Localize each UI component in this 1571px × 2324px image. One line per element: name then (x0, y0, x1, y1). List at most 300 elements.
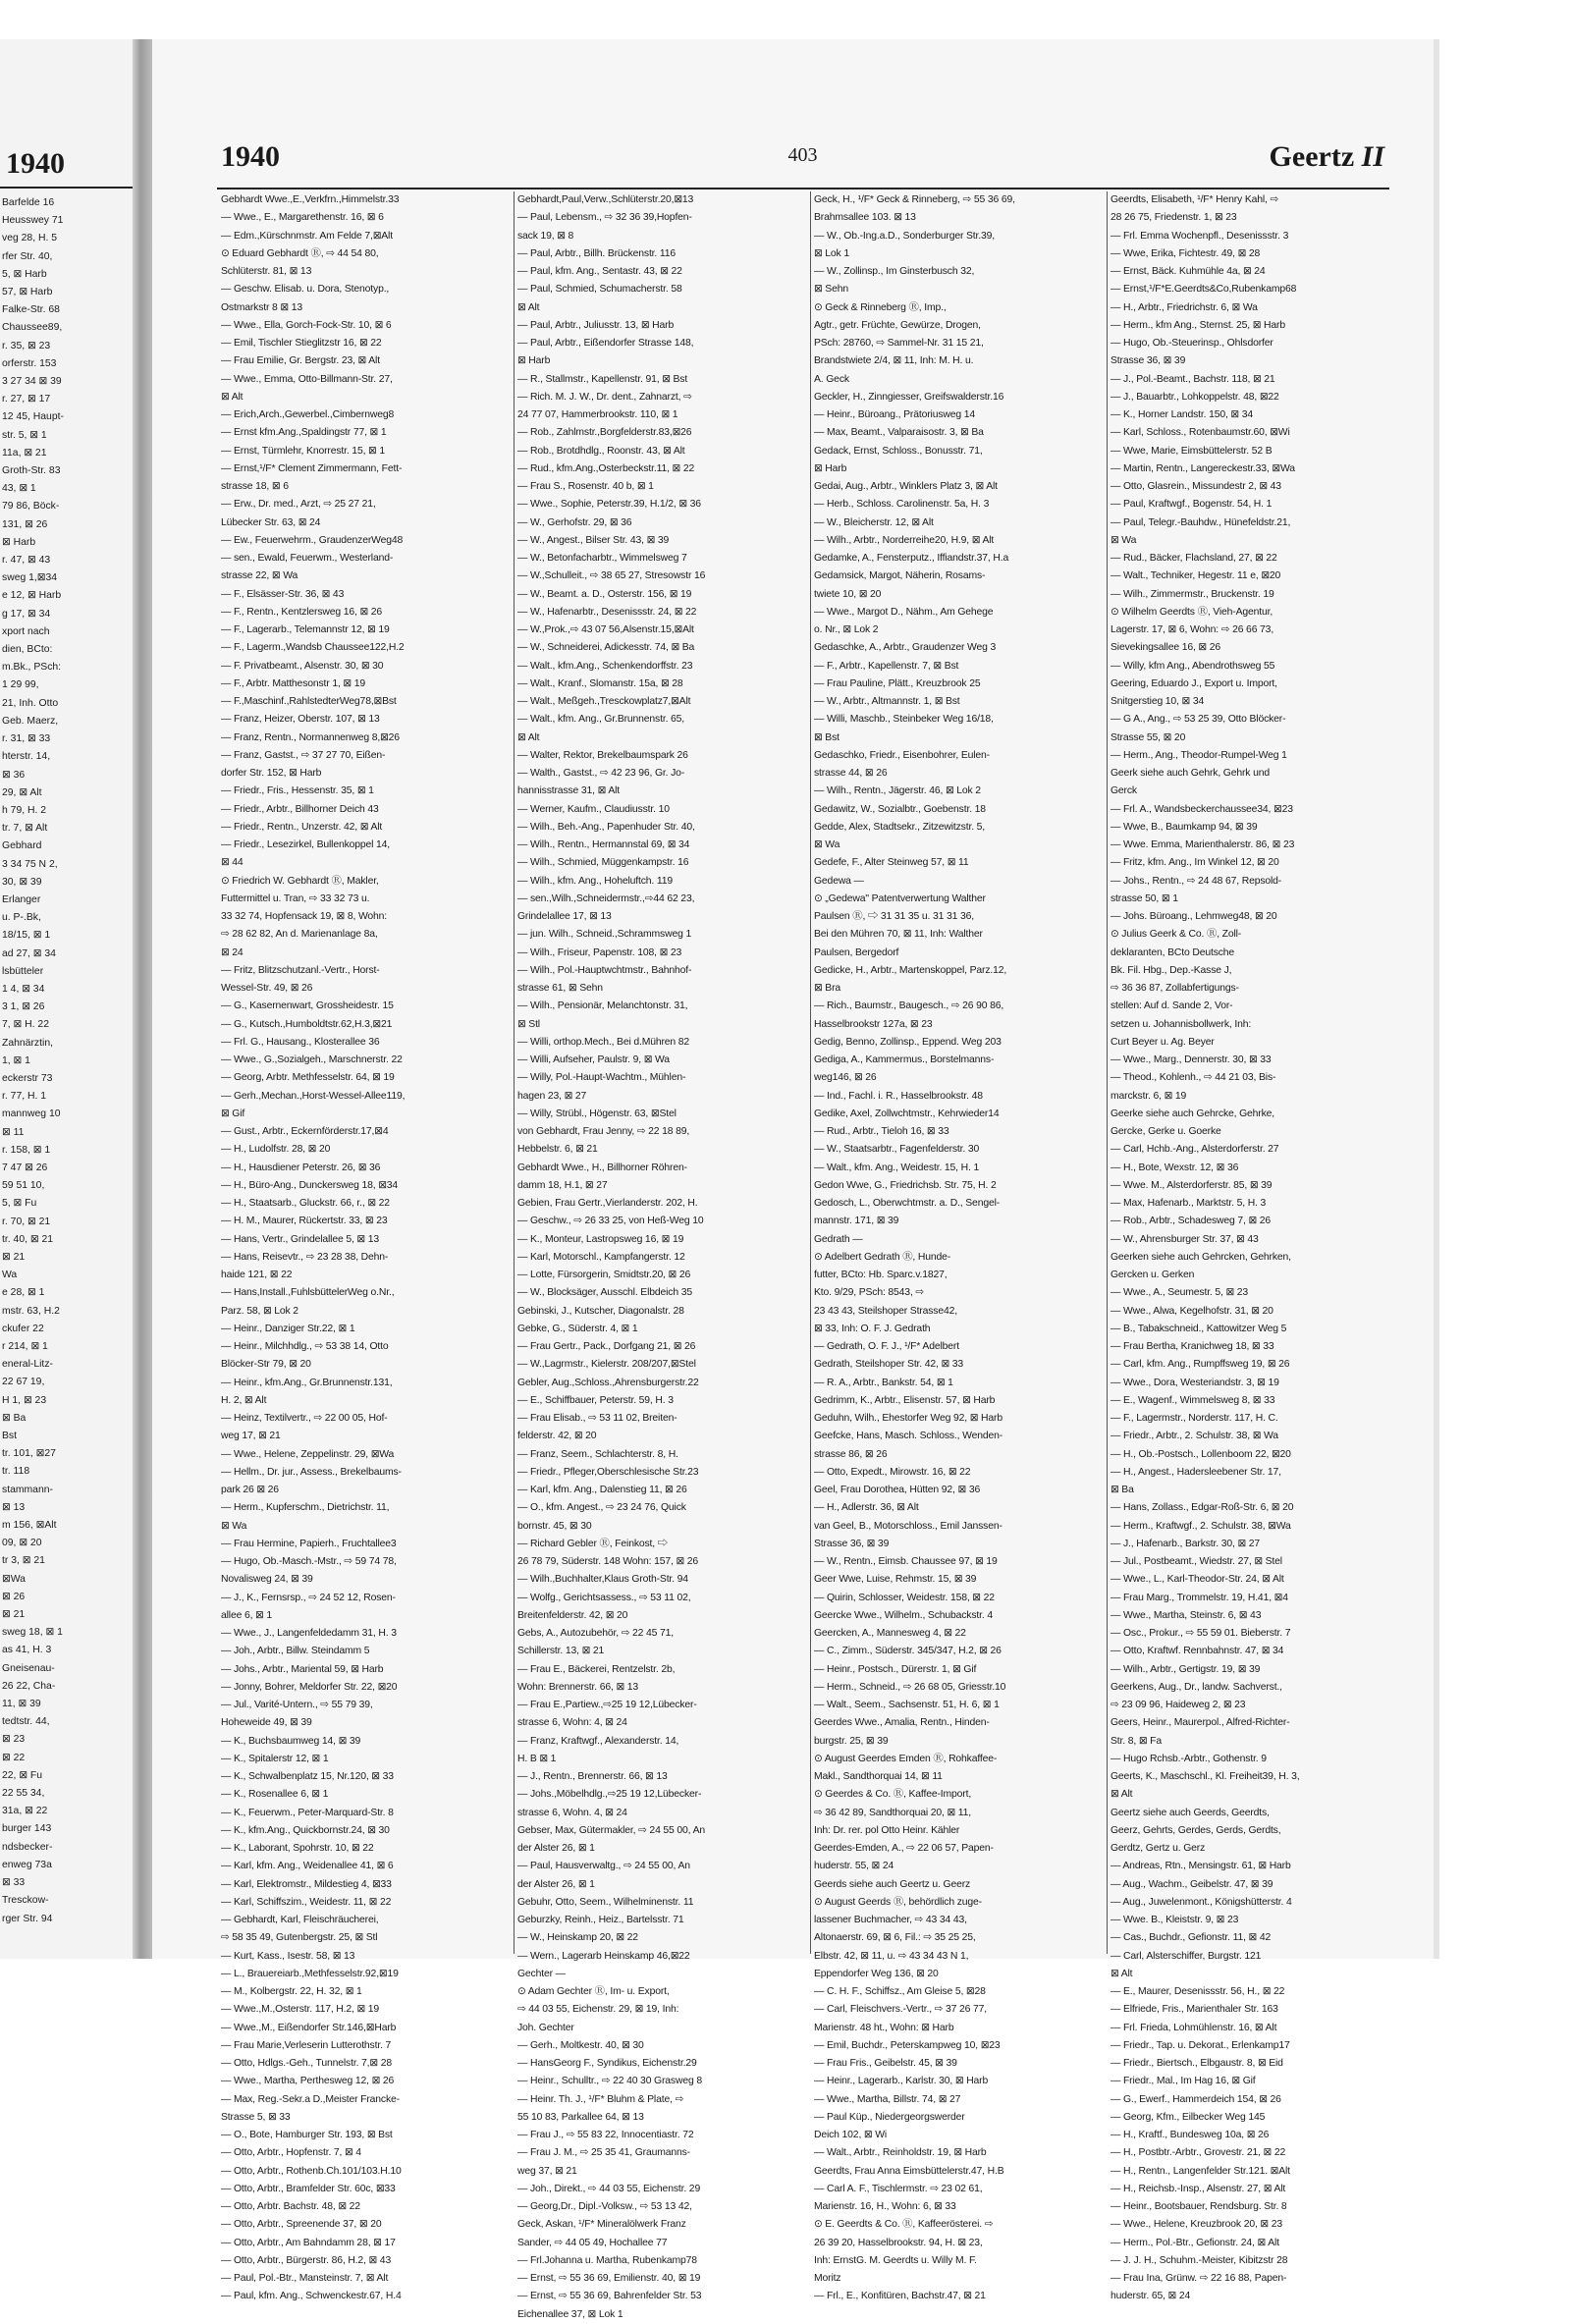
directory-entry-line: Gedaschke, A., Arbtr., Graudenzer Weg 3 (814, 642, 997, 654)
directory-entry-line: Gedack, Ernst, Schloss., Bonusstr. 71, (814, 445, 983, 457)
directory-entry-line: — J., Rentn., Brennerstr. 66, ⊠ 13 (517, 1771, 668, 1782)
left-page-line: ad 27, ⊠ 34 (2, 947, 56, 959)
directory-entry-line: Paulsen, Bergedorf (814, 946, 899, 958)
directory-entry-line: Gedike, Axel, Zollwchtmstr., Kehrwieder14 (814, 1108, 1000, 1119)
directory-entry-line: — H., Büro-Ang., Dunckersweg 18, ⊠34 (221, 1179, 399, 1191)
directory-entry-line: — jun. Wilh., Schneid.,Schrammsweg 1 (517, 929, 692, 941)
directory-entry-line: Geerken siehe auch Gehrcken, Gehrken, (1111, 1251, 1291, 1263)
directory-entry-line: — F., Lagerarb., Telemannstr 12, ⊠ 19 (221, 624, 390, 635)
directory-entry-line: — Paul, Arbtr., Eißendorfer Strasse 148, (517, 338, 694, 349)
directory-entry-line: ⊙ August Geerds Ⓡ, behördlich zuge- (814, 1896, 982, 1908)
directory-entry-line: — Frau Marg., Trommelstr. 19, H.41, ⊠4 (1111, 1592, 1288, 1603)
directory-entry-line: — H., Reichsb.-Insp., Alsenstr. 27, ⊠ Alt (1111, 2183, 1286, 2194)
directory-entry-line: — W.,Lagrmstr., Kielerstr. 208/207,⊠Stel (517, 1359, 696, 1371)
directory-entry-line: ⊠ Sehn (814, 284, 848, 296)
left-page-line: Tresckow- (2, 1895, 49, 1907)
directory-entry-line: — Hans, Zollass., Edgar-Roß-Str. 6, ⊠ 20 (1111, 1502, 1294, 1514)
left-page-line: 22, ⊠ Fu (2, 1769, 43, 1781)
directory-entry-line: 26 39 20, Hasselbrookstr. 94, H. ⊠ 23, (814, 2237, 983, 2248)
directory-entry-line: — Wwe. Emma, Marienthalerstr. 86, ⊠ 23 (1111, 839, 1295, 850)
left-page-line: Barfelde 16 (2, 197, 55, 208)
directory-entry-line: — Franz, Heizer, Oberstr. 107, ⊠ 13 (221, 714, 380, 726)
directory-entry-line: — Johs., Rentn., ⇨ 24 48 67, Repsold- (1111, 875, 1282, 887)
directory-entry-line: — Herm., kfm Ang., Sternst. 25, ⊠ Harb (1111, 319, 1285, 331)
directory-entry-line: — Wilh., Beh.-Ang., Papenhuder Str. 40, (517, 821, 695, 833)
directory-entry-line: — K., Monteur, Lastropsweg 16, ⊠ 19 (517, 1233, 684, 1245)
directory-entry-line: Geerdts, Elisabeth, ¹/F* Henry Kahl, ⇨ (1111, 194, 1279, 205)
directory-entry-line: ⇨ 23 09 96, Haideweg 2, ⊠ 23 (1111, 1700, 1246, 1710)
directory-entry-line: Geerk siehe auch Gehrk, Gehrk und (1111, 768, 1270, 779)
directory-entry-line: — Carl, Alsterschiffer, Burgstr. 121 (1111, 1950, 1262, 1962)
directory-entry-line: — Karl, Schloss., Rotenbaumstr.60, ⊠Wi (1111, 427, 1290, 439)
directory-entry-line: der Alster 26, ⊠ 1 (517, 1843, 595, 1854)
directory-entry-line: — Geschw., ⇨ 26 33 25, von Heß-Weg 10 (517, 1216, 704, 1227)
directory-entry-line: — Carl A. F., Tischlermstr. ⇨ 23 02 61, (814, 2183, 983, 2194)
directory-entry-line: — Paul, Pol.-Btr., Mansteinstr. 7, ⊠ Alt (221, 2273, 389, 2284)
directory-entry-line: deklaranten, BCto Deutsche (1111, 946, 1235, 958)
left-page-line: Wa (2, 1270, 18, 1281)
directory-entry-line: — W., Heinskamp 20, ⊠ 22 (517, 1932, 638, 1944)
directory-entry-line: — Wwe., Sophie, Peterstr.39, H.1/2, ⊠ 36 (517, 499, 701, 511)
left-page-line: 57, ⊠ Harb (2, 287, 53, 298)
directory-entry-line: — H., Angest., Hadersleebener Str. 17, (1111, 1466, 1281, 1478)
directory-entry-line: — Ind., Fachl. i. R., Hasselbrookstr. 48 (814, 1090, 983, 1102)
directory-entry-line: — Fritz, Blitzschutzanl.-Vertr., Horst- (221, 964, 380, 976)
directory-entry-line: ⊠ Wa (1111, 534, 1137, 546)
directory-entry-line: — H. M., Maurer, Rückertstr. 33, ⊠ 23 (221, 1216, 388, 1227)
directory-entry-line: — Paul, Arbtr., Billh. Brückenstr. 116 (517, 247, 677, 259)
directory-entry-line: ⊠ 24 (221, 946, 244, 958)
directory-entry-line: Joh. Gechter (517, 2022, 574, 2033)
left-page-line: eneral-Litz- (2, 1359, 53, 1371)
left-page-line: 7 47 ⊠ 26 (2, 1162, 48, 1173)
directory-entry-line: o. Nr., ⊠ Lok 2 (814, 624, 879, 635)
directory-entry-line: — Wwe., Ella, Gorch-Fock-Str. 10, ⊠ 6 (221, 319, 392, 331)
left-page-line: tr. 40, ⊠ 21 (2, 1233, 54, 1245)
directory-entry-line: — Paul, Schmied, Schumacherstr. 58 (517, 284, 682, 296)
directory-entry-line: ⊠ Alt (1111, 1789, 1133, 1801)
directory-entry-line: — Otto, Arbtr., Hopfenstr. 7, ⊠ 4 (221, 2147, 361, 2159)
directory-entry-line: — Herb., Schloss. Carolinenstr. 5a, H. 3 (814, 499, 990, 511)
directory-entry-line: — Aug., Juwelenmont., Königshütterstr. 4 (1111, 1896, 1292, 1908)
left-page-line: rfer Str. 40, (2, 250, 53, 262)
directory-entry-line: — Ernst, ⇨ 55 36 69, Emilienstr. 40, ⊠ 19 (517, 2273, 701, 2284)
directory-entry-line: Kto. 9/29, PSch: 8543, ⇨ (814, 1287, 924, 1299)
directory-entry-line: — Frau Fris., Geibelstr. 45, ⊠ 39 (814, 2058, 957, 2069)
directory-entry-line: — Willi, orthop.Mech., Bei d.Mühren 82 (517, 1036, 690, 1048)
book-gutter (133, 39, 152, 1959)
directory-entry-line: — Otto, Arbtr., Spreenende 37, ⊠ 20 (221, 2219, 382, 2231)
directory-entry-line: — Friedr., Biertsch., Elbgaustr. 8, ⊠ Eid (1111, 2058, 1283, 2069)
directory-entry-line: Gerdtz, Gertz u. Gerz (1111, 1843, 1206, 1854)
left-page-line: ckufer 22 (2, 1323, 44, 1334)
directory-entry-line: — Wwe., G.,Sozialgeh., Marschnerstr. 22 (221, 1054, 403, 1065)
directory-entry-line: — Paul, kfm. Ang., Sentastr. 43, ⊠ 22 (517, 266, 682, 277)
left-page-line: tr. 7, ⊠ Alt (2, 823, 48, 835)
directory-entry-line: ⇨ 36 42 89, Sandthorquai 20, ⊠ 11, (814, 1807, 972, 1818)
left-page-line: r. 158, ⊠ 1 (2, 1144, 51, 1156)
directory-entry-line: — Wwe., Alwa, Kegelhofstr. 31, ⊠ 20 (1111, 1305, 1273, 1317)
directory-entry-line: — W.,Schulleit., ⇨ 38 65 27, Stresowstr 16 (517, 570, 706, 582)
directory-entry-line: — Paul, kfm. Ang., Schwenckestr.67, H.4 (221, 2291, 402, 2302)
directory-entry-line: — Karl, Schiffszim., Weidestr. 11, ⊠ 22 (221, 1896, 392, 1908)
directory-entry-line: Gedig, Benno, Zollinsp., Eppend. Weg 203 (814, 1036, 1002, 1048)
directory-entry-line: — Friedr., Pfleger,Oberschlesische Str.23 (517, 1466, 699, 1478)
directory-entry-line: — Frau Pauline, Plätt., Kreuzbrook 25 (814, 677, 981, 689)
left-page-line: u. P-.Bk, (2, 912, 41, 924)
directory-entry-line: Geercken, A., Mannesweg 4, ⊠ 22 (814, 1628, 966, 1639)
directory-entry-line: — O., Bote, Hamburger Str. 193, ⊠ Bst (221, 2130, 393, 2140)
left-page-line: 30, ⊠ 39 (2, 876, 42, 888)
directory-entry-line: Geercke Wwe., Wilhelm., Schubackstr. 4 (814, 1609, 993, 1621)
directory-entry-line: — Friedr., Arbtr., Billhorner Deich 43 (221, 803, 379, 815)
directory-entry-line: — W., Rentn., Eimsb. Chaussee 97, ⊠ 19 (814, 1556, 998, 1567)
left-page-line: str. 5, ⊠ 1 (2, 429, 47, 441)
directory-entry-line: — Walt., Meßgeh.,Tresckowplatz7,⊠Alt (517, 696, 691, 707)
directory-entry-line: — Willy, Pol.-Haupt-Wachtm., Mühlen- (517, 1072, 686, 1084)
directory-entry-line: Geduhn, Wilh., Ehestorfer Weg 92, ⊠ Harb (814, 1413, 1002, 1424)
left-page-line: 22 55 34, (2, 1788, 45, 1800)
left-page-line: 79 86, Böck- (2, 501, 60, 513)
left-page-line: 18/15, ⊠ 1 (2, 930, 51, 942)
directory-entry-line: — Rich. M. J. W., Dr. dent., Zahnarzt, ⇨ (517, 391, 692, 403)
directory-entry-line: — M., Kolbergstr. 22, H. 32, ⊠ 1 (221, 1986, 362, 1997)
directory-entry-line: Strasse 36, ⊠ 39 (814, 1538, 890, 1549)
directory-entry-line: Brahmsallee 103. ⊠ 13 (814, 212, 916, 224)
directory-entry-line: Geerds siehe auch Geertz u. Geerz (814, 1878, 971, 1890)
directory-entry-line: — F.,Maschinf.,RahlstedterWeg78,⊠Bst (221, 696, 397, 707)
page-header (221, 140, 1384, 180)
directory-entry-line: 23 43 43, Steilshoper Strasse42, (814, 1305, 957, 1317)
directory-entry-line: Brandstwiete 2/4, ⊠ 11, Inh: M. H. u. (814, 355, 974, 367)
directory-entry-line: Inh: Dr. rer. pol Otto Heinr. Kähler (814, 1824, 960, 1836)
directory-entry-line: — H., Ob.-Postsch., Lollenboom 22, ⊠20 (1111, 1448, 1291, 1460)
left-page-line: r 214, ⊠ 1 (2, 1341, 48, 1352)
directory-entry-line: ⇨ 36 36 87, Zollabfertigungs- (1111, 983, 1239, 994)
directory-entry-line: — G., Ewerf., Hammerdeich 154, ⊠ 26 (1111, 2093, 1281, 2105)
directory-entry-line: Paulsen Ⓡ, ⇨ 31 31 35 u. 31 31 36, (814, 911, 974, 922)
directory-entry-line: — W., Ob.-Ing.a.D., Sonderburger Str.39, (814, 230, 996, 242)
left-page-line: ⊠ 21 (2, 1251, 26, 1263)
directory-entry-line: — J., Pol.-Beamt., Bachstr. 118, ⊠ 21 (1111, 373, 1275, 385)
directory-entry-line: — Wilh., Rentn., Hermannstal 69, ⊠ 34 (517, 839, 690, 850)
directory-entry-line: Gebien, Frau Gertr.,Vierlanderstr. 202, H. (517, 1198, 698, 1209)
directory-entry-line: — Frl.Johanna u. Martha, Rubenkamp78 (517, 2254, 697, 2266)
directory-entry-line: Marienstr. 16, H., Wohn: 6, ⊠ 33 (814, 2201, 956, 2212)
directory-entry-line: Hasselbrookstr 127a, ⊠ 23 (814, 1018, 933, 1030)
directory-entry-line: — C., Zimm., Süderstr. 345/347, H.2, ⊠ 26 (814, 1646, 1002, 1657)
directory-entry-line: — Friedr., Fris., Hessenstr. 35, ⊠ 1 (221, 785, 374, 797)
directory-entry-line: — Otto, Arbtr., Rothenb.Ch.101/103.H.10 (221, 2165, 402, 2177)
directory-entry-line: — W., Betonfacharbtr., Wimmelsweg 7 (517, 553, 687, 564)
directory-entry-line: ⊠ Lok 1 (814, 247, 849, 259)
left-page-line: Chaussee89, (2, 322, 63, 334)
left-page-line: 5, ⊠ Harb (2, 268, 47, 280)
directory-entry-line: — Lotte, Fürsorgerin, Smidtstr.20, ⊠ 26 (517, 1270, 691, 1280)
left-page-line: tr. 118 (2, 1466, 30, 1478)
directory-entry-line: — Walt., Techniker, Hegestr. 11 e, ⊠20 (1111, 570, 1281, 582)
directory-entry-line: Gedefe, F., Alter Steinweg 57, ⊠ 11 (814, 857, 969, 869)
directory-entry-line: Gebinski, J., Kutscher, Diagonalstr. 28 (517, 1305, 684, 1317)
directory-entry-line: Schillerstr. 13, ⊠ 21 (517, 1646, 605, 1657)
directory-entry-line: Gebke, G., Süderstr. 4, ⊠ 1 (517, 1323, 638, 1334)
directory-entry-line: — Friedr., Mal., Im Hag 16, ⊠ Gif (1111, 2076, 1256, 2087)
directory-entry-line: — Erich,Arch.,Gewerbel.,Cimbernweg8 (221, 409, 395, 420)
directory-entry-line: — Willi, Maschb., Steinbeker Weg 16/18, (814, 714, 994, 726)
left-page-year: 1940 (6, 147, 65, 180)
directory-entry-line: — Wilh., Arbtr., Gertigstr. 19, ⊠ 39 (1111, 1663, 1261, 1675)
directory-entry-line: — Paul, Telegr.-Bauhdw., Hünefeldstr.21, (1111, 516, 1291, 528)
directory-entry-line: — Wwe., Helene, Zeppelinstr. 29, ⊠Wa (221, 1448, 395, 1460)
directory-entry-line: — Rud., Arbtr., Tieloh 16, ⊠ 33 (814, 1126, 949, 1137)
directory-entry-line: Gebler, Aug.,Schloss.,Ahrensburgerstr.22 (517, 1377, 699, 1388)
directory-entry-line: Lübecker Str. 63, ⊠ 24 (221, 516, 321, 528)
directory-entry-line: Gebhardt,Paul,Verw.,Schlüterstr.20,⊠13 (517, 194, 694, 205)
directory-entry-line: — Edm.,Kürschnmstr. Am Felde 7,⊠Alt (221, 230, 393, 242)
left-page-header-rule (0, 187, 133, 189)
directory-entry-line: Strasse 55, ⊠ 20 (1111, 731, 1186, 743)
directory-entry-line: H. 2, ⊠ Alt (221, 1394, 267, 1406)
left-page-line: r. 31, ⊠ 33 (2, 733, 51, 745)
directory-entry-line: setzen u. Johannisbollwerk, Inh: (1111, 1018, 1252, 1030)
directory-entry-line: — Gebhardt, Karl, Fleischräucherei, (221, 1915, 379, 1925)
directory-entry-line: — J., Bauarbtr., Lohkoppelstr. 48, ⊠22 (1111, 391, 1279, 403)
left-page-line: tedtstr. 44, (2, 1716, 50, 1728)
directory-entry-line: — Otto, Arbtr. Bachstr. 48, ⊠ 22 (221, 2201, 360, 2212)
directory-entry-line: — Frau J. M., ⇨ 25 35 41, Graumanns- (517, 2147, 690, 2159)
directory-entry-line: — Wolfg., Gerichtsassess., ⇨ 53 11 02, (517, 1592, 691, 1603)
directory-entry-line: — Willy, Strübl., Högenstr. 63, ⊠Stel (517, 1108, 677, 1119)
directory-entry-line: ⊙ Wilhelm Geerdts Ⓡ, Vieh-Agentur, (1111, 606, 1273, 618)
left-page-line: orferstr. 153 (2, 357, 57, 369)
directory-entry-line: — Wwe., Martha, Steinstr. 6, ⊠ 43 (1111, 1609, 1262, 1621)
directory-entry-line: — Friedr., Lesezirkel, Bullenkoppel 14, (221, 839, 391, 850)
directory-entry-line: — Ernst, ⇨ 55 36 69, Bahrenfelder Str. 53 (517, 2291, 702, 2302)
directory-entry-line: — Franz, Kraftwgf., Alexanderstr. 14, (517, 1735, 679, 1747)
directory-entry-line: Makl., Sandthorquai 14, ⊠ 11 (814, 1771, 943, 1782)
directory-entry-line: — Wwe. B., Kleiststr. 9, ⊠ 23 (1111, 1915, 1239, 1925)
directory-entry-line: PSch: 28760, ⇨ Sammel-Nr. 31 15 21, (814, 338, 984, 349)
directory-entry-line: — Friedr., Arbtr., 2. Schulstr. 38, ⊠ Wa (1111, 1431, 1278, 1442)
directory-entry-line: Gedai, Aug., Arbtr., Winklers Platz 3, ⊠ Alt (814, 481, 998, 492)
left-page-line: ⊠ 33 (2, 1877, 26, 1889)
directory-entry-line: ⊠ Alt (517, 301, 540, 313)
left-page-line: 09, ⊠ 20 (2, 1538, 42, 1549)
left-page-line: H 1, ⊠ 23 (2, 1394, 47, 1406)
directory-entry-line: — Frau E.,Partiew.,⇨25 19 12,Lübecker- (517, 1700, 697, 1710)
directory-entry-line: — Rob., Zahlmstr.,Borgfelderstr.83,⊠26 (517, 427, 692, 439)
left-page-line: 3 27 34 ⊠ 39 (2, 376, 62, 388)
directory-entry-line: Geerdes-Emden, A., ⇨ 22 06 57, Papen- (814, 1843, 994, 1854)
directory-entry-line: Gedewa — (814, 875, 864, 887)
directory-entry-line: Novalisweg 24, ⊠ 39 (221, 1574, 313, 1586)
directory-entry-line: — Wwe, Erika, Fichtestr. 49, ⊠ 28 (1111, 247, 1261, 259)
directory-entry-line: ⊠ Bra (814, 983, 841, 994)
directory-entry-line: — C. H. F., Schiffsz., Am Gleise 5, ⊠28 (814, 1986, 986, 1997)
directory-entry-line: A. Geck (814, 373, 849, 385)
directory-entry-line: allee 6, ⊠ 1 (221, 1609, 272, 1621)
directory-entry-line: — Frl. G., Hausang., Klosterallee 36 (221, 1036, 380, 1048)
left-page-line: ⊠ 36 (2, 769, 26, 781)
directory-entry-line: ⊙ Adelbert Gedrath Ⓡ, Hunde- (814, 1251, 951, 1263)
directory-entry-line: dorfer Str. 152, ⊠ Harb (221, 768, 322, 779)
directory-entry-line: — W., Angest., Bilser Str. 43, ⊠ 39 (517, 534, 670, 546)
directory-entry-line: Altonaerstr. 69, ⊠ 6, Fil.: ⇨ 35 25 25, (814, 1932, 976, 1944)
directory-entry-line: — O., kfm. Angest., ⇨ 23 24 76, Quick (517, 1502, 686, 1514)
directory-entry-line: — W., Arbtr., Altmannstr. 1, ⊠ Bst (814, 696, 960, 707)
directory-entry-line: — R. A., Arbtr., Bankstr. 54, ⊠ 1 (814, 1377, 953, 1388)
directory-entry-line: felderstr. 42, ⊠ 20 (517, 1431, 597, 1442)
directory-entry-line: — Hugo, Ob.-Steuerinsp., Ohlsdorfer (1111, 338, 1273, 349)
directory-entry-line: strasse 86, ⊠ 26 (814, 1448, 888, 1460)
directory-entry-line: Lagerstr. 17, ⊠ 6, Wohn: ⇨ 26 66 73, (1111, 624, 1274, 635)
column-divider (514, 191, 515, 1954)
directory-entry-line: — Otto, Arbtr., Bramfelder Str. 60c, ⊠33 (221, 2183, 396, 2194)
directory-entry-line: — Heinr., kfm.Ang., Gr.Brunnenstr.131, (221, 1377, 393, 1388)
directory-entry-line: Geerkens, Aug., Dr., landw. Sachverst., (1111, 1681, 1282, 1693)
directory-entry-line: — Heinr., Lagerarb., Karlstr. 30, ⊠ Harb (814, 2076, 989, 2087)
directory-entry-line: — Paul, Lebensm., ⇨ 32 36 39,Hopfen- (517, 212, 692, 224)
directory-entry-line: Agtr., getr. Früchte, Gewürze, Drogen, (814, 319, 981, 331)
directory-entry-line: strasse 18, ⊠ 6 (221, 481, 289, 492)
directory-entry-line: Gedrimm, K., Arbtr., Elisenstr. 57, ⊠ Harb (814, 1394, 996, 1406)
directory-entry-line: — Herm., Ang., Theodor-Rumpel-Weg 1 (1111, 749, 1287, 761)
left-page-line: Erlanger (2, 893, 41, 905)
directory-entry-line: Gedrath, Steilshoper Str. 42, ⊠ 33 (814, 1359, 964, 1371)
directory-entry-line: Curt Beyer u. Ag. Beyer (1111, 1036, 1215, 1048)
left-page-line: ⊠ Harb (2, 536, 36, 548)
directory-entry-line: — Walt., Arbtr., Reinholdstr. 19, ⊠ Harb (814, 2147, 987, 2159)
directory-entry-line: mannstr. 171, ⊠ 39 (814, 1216, 899, 1227)
directory-entry-line: Geering, Eduardo J., Export u. Import, (1111, 677, 1277, 689)
directory-entry-line: — K., Feuerwm., Peter-Marquard-Str. 8 (221, 1807, 394, 1818)
directory-entry-line: ⊠ Gif (221, 1108, 245, 1119)
directory-entry-line: — H., Arbtr., Friedrichstr. 6, ⊠ Wa (1111, 301, 1258, 313)
directory-entry-line: — Hugo Rchsb.-Arbtr., Gothenstr. 9 (1111, 1753, 1267, 1764)
directory-entry-line: — W.,Prok.,⇨ 43 07 56,Alsenstr.15,⊠Alt (517, 624, 694, 635)
directory-entry-line: — F., Rentn., Kentzlersweg 16, ⊠ 26 (221, 606, 383, 618)
directory-entry-line: — Karl, Motorschl., Kampfangerstr. 12 (517, 1251, 685, 1263)
directory-entry-line: strasse 22, ⊠ Wa (221, 570, 298, 582)
directory-entry-line: Hoheweide 49, ⊠ 39 (221, 1717, 312, 1729)
directory-entry-line: — Joh., Arbtr., Billw. Steindamm 5 (221, 1646, 370, 1657)
directory-entry-line: ⊙ E. Geerdts & Co. Ⓡ, Kaffeerösterei. ⇨ (814, 2219, 994, 2231)
directory-entry-line: 24 77 07, Hammerbrookstr. 110, ⊠ 1 (517, 409, 678, 420)
directory-entry-line: — Herm., Kupferschm., Dietrichstr. 11, (221, 1502, 390, 1514)
directory-entry-line: huderstr. 65, ⊠ 24 (1111, 2291, 1191, 2302)
directory-entry-line: Gercken u. Gerken (1111, 1270, 1195, 1280)
left-page-line: 26 22, Cha- (2, 1680, 56, 1692)
directory-entry-line: Geerdts, Frau Anna Eimsbüttelerstr.47, H.B (814, 2165, 1004, 2177)
left-page-lines (2, 194, 131, 1928)
directory-entry-line: Geerke siehe auch Gehrcke, Gehrke, (1111, 1108, 1275, 1119)
left-page-line: Gebhard (2, 840, 42, 852)
directory-entry-line: — Ernst,¹/F*E.Geerdts&Co,Rubenkamp68 (1111, 284, 1297, 296)
directory-entry-line: — Max, Beamt., Valparaisostr. 3, ⊠ Ba (814, 427, 984, 439)
directory-entry-line: — Wwe, B., Baumkamp 94, ⊠ 39 (1111, 821, 1258, 833)
directory-entry-line: ⊙ Geck & Rinneberg Ⓡ, Imp., (814, 301, 947, 313)
directory-entry-line: stellen: Auf d. Sande 2, Vor- (1111, 1000, 1233, 1012)
directory-entry-line: — Franz, Rentn., Normannenweg 8,⊠26 (221, 731, 400, 743)
directory-entry-line: — Wilh.,Buchhalter,Klaus Groth-Str. 94 (517, 1574, 688, 1586)
directory-entry-line: — Quirin, Schlosser, Weidestr. 158, ⊠ 22 (814, 1592, 995, 1603)
left-page-line: ⊠ 11 (2, 1126, 25, 1138)
directory-entry-line: damm 18, H.1, ⊠ 27 (517, 1179, 608, 1191)
left-page-line: r. 47, ⊠ 43 (2, 555, 51, 567)
directory-entry-line: hannisstrasse 31, ⊠ Alt (517, 785, 621, 797)
left-page-line: tr. 101, ⊠27 (2, 1448, 56, 1460)
directory-entry-line: — Wwe., Margot D., Nähm., Am Gehege (814, 606, 994, 618)
directory-entry-line: — Gust., Arbtr., Eckernförderstr.17,⊠4 (221, 1126, 389, 1137)
directory-entry-line: — Frau S., Rosenstr. 40 b, ⊠ 1 (517, 481, 654, 492)
directory-entry-line: ⊙ Julius Geerk & Co. Ⓡ, Zoll- (1111, 929, 1242, 941)
directory-entry-line: — Werner, Kaufm., Claudiusstr. 10 (517, 803, 670, 815)
directory-entry-line: — Franz, Seem., Schlachterstr. 8, H. (517, 1448, 678, 1460)
directory-page (152, 39, 1434, 2320)
directory-entry-line: — Frl. Emma Wochenpfl., Desenissstr. 3 (1111, 230, 1289, 242)
directory-entry-line: — Max, Hafenarb., Marktstr. 5, H. 3 (1111, 1198, 1267, 1209)
directory-entry-line: der Alster 26, ⊠ 1 (517, 1878, 595, 1890)
directory-entry-line: Sander, ⇨ 44 05 49, Hochallee 77 (517, 2237, 668, 2248)
directory-entry-line: — Jul., Varité-Untern., ⇨ 55 79 39, (221, 1700, 373, 1710)
directory-entry-line: — K., Laborant, Spohrstr. 10, ⊠ 22 (221, 1843, 374, 1854)
left-page-line: rger Str. 94 (2, 1913, 53, 1924)
header-name: Geertz (1269, 140, 1355, 173)
directory-entry-line: ⊠ Alt (221, 391, 244, 403)
directory-entry-line: Gedosch, L., Oberwchtmstr. a. D., Sengel- (814, 1198, 1001, 1209)
directory-entry-line: — Joh., Direkt., ⇨ 44 03 55, Eichenstr. 29 (517, 2183, 701, 2194)
directory-entry-line: — Heinr., Büroang., Prätoriusweg 14 (814, 409, 975, 420)
left-page-line: 31a, ⊠ 22 (2, 1806, 48, 1817)
directory-entry-line: — Walt., kfm. Ang., Gr.Brunnenstr. 65, (517, 714, 685, 726)
directory-entry-line: — Wilh., Pensionär, Melanchtonstr. 31, (517, 1000, 688, 1012)
directory-entry-line: — Heinr., Schulltr., ⇨ 22 40 30 Grasweg 8 (517, 2076, 702, 2087)
directory-entry-line: ⊠ Harb (517, 355, 551, 367)
directory-entry-line: — Heinr., Postsch., Dürerstr. 1, ⊠ Gif (814, 1663, 977, 1675)
left-page-line: eckerstr 73 (2, 1072, 53, 1084)
directory-entry-line: — Hans, Vertr., Grindelallee 5, ⊠ 13 (221, 1233, 379, 1245)
left-page-line: sweg 1,⊠34 (2, 572, 58, 584)
directory-entry-line: park 26 ⊠ 26 (221, 1485, 279, 1495)
directory-entry-line: — Kurt, Kass., Isestr. 58, ⊠ 13 (221, 1950, 355, 1962)
directory-entry-line: Gebser, Max, Gütermakler, ⇨ 24 55 00, An (517, 1824, 705, 1836)
directory-entry-line: — G., Kutsch.,Humboldtstr.62,H.3,⊠21 (221, 1018, 393, 1030)
directory-entry-line: — Paul, Kraftwgf., Bogenstr. 54, H. 1 (1111, 499, 1273, 511)
left-page-line: ⊠ Ba (2, 1412, 27, 1424)
directory-entry-line: Gedamsick, Margot, Näherin, Rosams- (814, 570, 986, 582)
directory-entry-line: — Paul, Arbtr., Juliusstr. 13, ⊠ Harb (517, 319, 675, 331)
directory-entry-line: — H., Hausdiener Peterstr. 26, ⊠ 36 (221, 1162, 381, 1173)
directory-entry-line: ⊠ Alt (517, 731, 540, 743)
left-page-line: mstr. 63, H.2 (2, 1305, 60, 1317)
left-page-line: sweg 18, ⊠ 1 (2, 1627, 63, 1639)
directory-entry-line: Ostmarkstr 8 ⊠ 13 (221, 301, 302, 313)
directory-entry-line: — W., Zollinsp., Im Ginsterbusch 32, (814, 266, 975, 277)
directory-entry-line: — Heinr., Milchhdlg., ⇨ 53 38 14, Otto (221, 1341, 389, 1352)
directory-entry-line: — W., Schneiderei, Adickesstr. 74, ⊠ Ba (517, 642, 695, 654)
directory-entry-line: — Friedr., Rentn., Unzerstr. 42, ⊠ Alt (221, 821, 383, 833)
left-page-line: Zahnärztin, (2, 1037, 53, 1049)
directory-entry-line: — Heinz, Textilvertr., ⇨ 22 00 05, Hof- (221, 1413, 388, 1424)
directory-entry-line: — H., Postbtr.-Arbtr., Grovestr. 21, ⊠ 22 (1111, 2147, 1286, 2159)
directory-entry-line: strasse 50, ⊠ 1 (1111, 892, 1178, 904)
left-page-line: 43, ⊠ 1 (2, 483, 36, 495)
directory-entry-line: — W., Bleicherstr. 12, ⊠ Alt (814, 516, 934, 528)
directory-entry-line: — Wwe., Martha, Billstr. 74, ⊠ 27 (814, 2093, 961, 2105)
directory-entry-line: — F., Elsässer-Str. 36, ⊠ 43 (221, 588, 345, 600)
directory-entry-line: Hebbelstr. 6, ⊠ 21 (517, 1144, 598, 1156)
header-year: 1940 (221, 140, 280, 173)
